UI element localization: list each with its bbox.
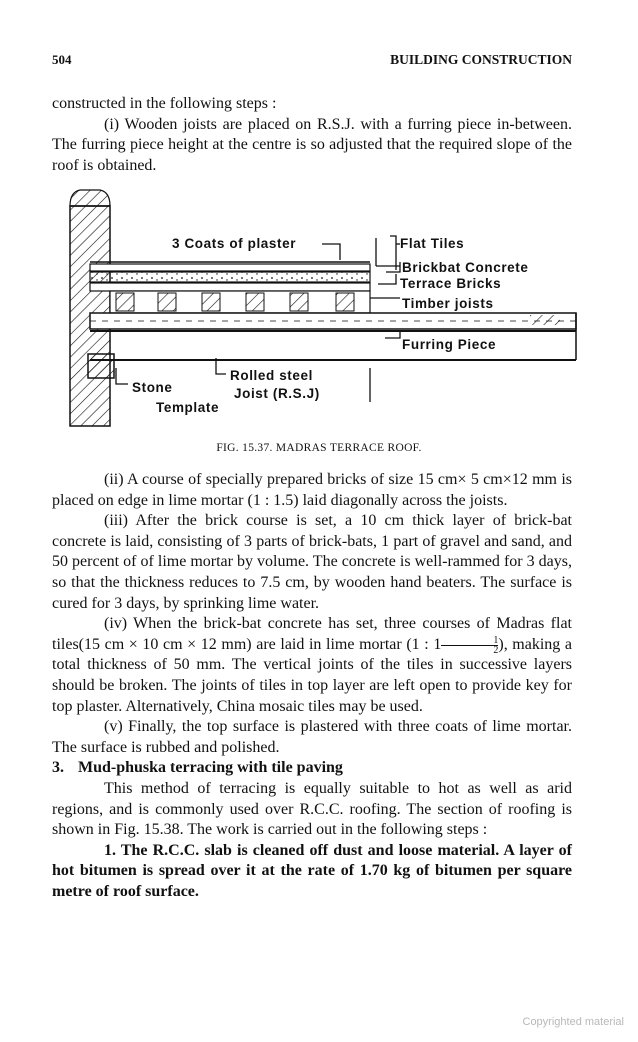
fraction-one-half <box>441 636 498 655</box>
section-3-step-1: 1. The R.C.C. slab is cleaned off dust and loose material. A layer of hot bitumen is spread over it at the rate of 1.70 kg of bitumen per square metre of roof surface. <box>52 841 572 900</box>
section-3-number: 3. <box>52 759 64 777</box>
steps-section <box>52 470 572 902</box>
label-terrace-bricks: Terrace Bricks <box>400 276 502 291</box>
label-coats-of-plaster: 3 Coats of plaster <box>172 236 297 251</box>
step-iv-text-a: (iv) When the brick-bat concrete has set, three courses of Madras flat tiles(15 cm × 10 cm × 12 mm) are laid in lime mortar (1 : 1 <box>52 615 572 653</box>
step-iv <box>52 614 572 717</box>
timber-joists <box>110 291 370 313</box>
fraction-numerator: 1 <box>441 636 498 646</box>
furring-piece <box>90 313 576 329</box>
figure-caption: FIG. 15.37. MADRAS TERRACE ROOF. <box>216 442 422 454</box>
step-i: (i) Wooden joists are placed on R.S.J. with a furring piece in-between. The furring piece height at the centre is so adjusted that the required slope of the roof is obtained. <box>52 115 572 174</box>
label-stone: Stone <box>132 380 173 395</box>
step-iv-text-b: ), making a total thickness of 50 mm. The vertical joints of the tiles in successive layers should be broken. The joints of tiles in top layer are left open to provide key for top plaster. Alternatively, China mosaic tiles may be used. <box>52 635 573 715</box>
intro-section <box>52 94 572 176</box>
intro-line: constructed in the following steps : <box>52 95 277 112</box>
copyright-watermark: Copyrighted material <box>522 1016 624 1028</box>
flat-tiles-layer <box>90 264 370 271</box>
fraction-denominator: 2 <box>493 644 499 656</box>
label-rolled-steel: Rolled steel <box>230 368 313 383</box>
step-ii: (ii) A course of specially prepared bricks of size 15 cm× 5 cm×12 mm is placed on edge in lime mortar (1 : 1.5) laid diagonally across the joists. <box>52 471 572 509</box>
step-iii: (iii) After the brick course is set, a 10 cm thick layer of brick-bat concrete is laid, consisting of 3 parts of brick-bats, 1 part of gravel and sand, and 50 percent of of lime mortar by volume. The concrete is well-rammed for 3 days, so that the thickness reduces to 7.5 cm, by wooden hand beaters. The surface is cured for 3 days, by sprinking lime water. <box>52 512 572 612</box>
label-flat-tiles: Flat Tiles <box>400 236 465 251</box>
page-header <box>52 52 572 72</box>
brickbat-concrete-layer <box>90 272 370 282</box>
running-head: BUILDING CONSTRUCTION <box>390 52 572 67</box>
madras-terrace-roof-figure <box>60 186 580 436</box>
section-3-paragraph: This method of terracing is equally suitable to hot as well as arid regions, and is commonly used over R.C.C. roofing. The section of roofing is shown in Fig. 15.38. The work is carried out in the following steps : <box>52 779 572 839</box>
terrace-bricks-layer <box>90 283 370 291</box>
section-3-title: Mud-phuska terracing with tile paving <box>78 759 343 777</box>
label-timber-joists: Timber joists <box>402 296 494 311</box>
wall <box>70 190 110 426</box>
stone-template <box>88 354 114 378</box>
label-brickbat-concrete: Brickbat Concrete <box>402 260 529 275</box>
section-3-heading <box>52 758 572 779</box>
page-number: 504 <box>52 52 72 67</box>
label-template: Template <box>156 400 220 415</box>
step-v: (v) Finally, the top surface is plastered with three coats of lime mortar. The surface is rubbed and polished. <box>52 718 572 756</box>
label-furring-piece: Furring Piece <box>402 337 497 352</box>
label-joist-rsj: Joist (R.S.J) <box>234 386 320 401</box>
